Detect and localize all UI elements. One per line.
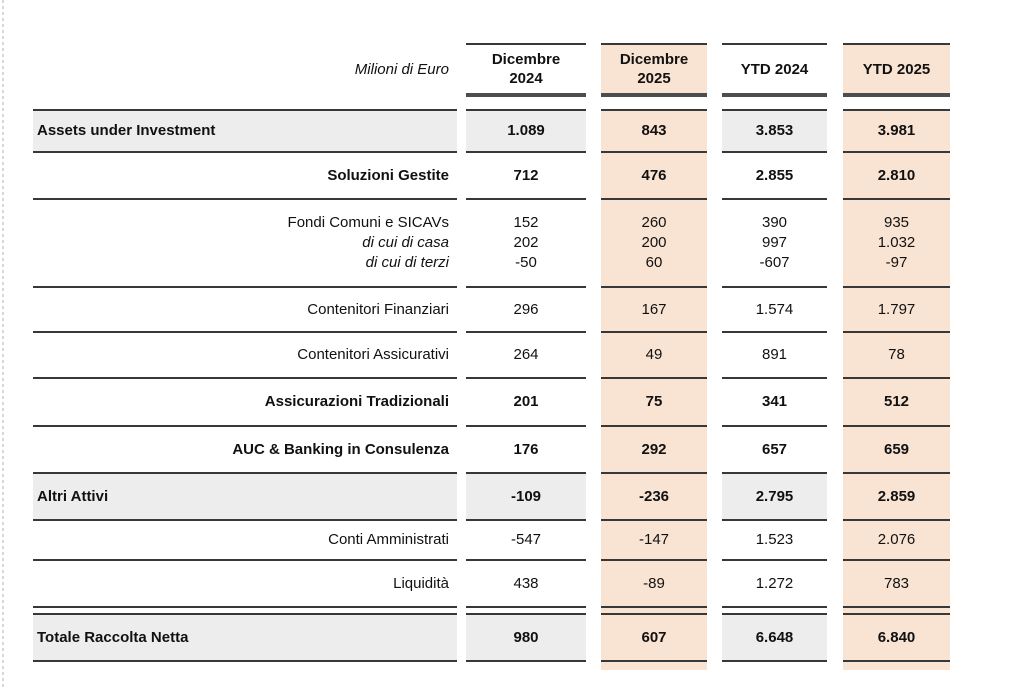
cell-ytd-2024: 2.795 xyxy=(722,474,827,521)
cell-dicembre-2025: -147 xyxy=(601,521,707,561)
cell-ytd-2025: 2.810 xyxy=(843,153,950,200)
cell-ytd-2024: 6.648 xyxy=(722,615,827,662)
cell-dicembre-2024: 1.089 xyxy=(466,109,586,153)
cell-label: Fondi Comuni e SICAVs di cui di casa di cui di terzi xyxy=(33,200,457,288)
cell-label xyxy=(33,608,457,615)
cell-ytd-2025: 78 xyxy=(843,333,950,379)
row-contenitori-assicurativi xyxy=(33,333,950,379)
cell-dicembre-2024: -109 xyxy=(466,474,586,521)
cell-label: Contenitori Assicurativi xyxy=(33,333,457,379)
cell-ytd-2024 xyxy=(722,662,827,670)
cell-dicembre-2024: 176 xyxy=(466,427,586,474)
cell-ytd-2024 xyxy=(722,608,827,615)
cell-ytd-2024: 341 xyxy=(722,379,827,427)
cell-ytd-2025: 6.840 xyxy=(843,615,950,662)
cell-ytd-2025: 783 xyxy=(843,561,950,608)
row-assicurazioni-tradizionali xyxy=(33,379,950,427)
cell-dicembre-2025: 476 xyxy=(601,153,707,200)
cell-dicembre-2024: 296 xyxy=(466,288,586,333)
row-altri-attivi xyxy=(33,474,950,521)
row-assets-under-investment xyxy=(33,109,950,153)
cell-dicembre-2024 xyxy=(466,608,586,615)
table-header-row xyxy=(33,43,950,97)
table-footer-strip xyxy=(33,662,950,670)
cell-ytd-2024: 657 xyxy=(722,427,827,474)
cell-label: Altri Attivi xyxy=(33,474,457,521)
cell-label: Contenitori Finanziari xyxy=(33,288,457,333)
row-soluzioni-gestite xyxy=(33,153,950,200)
cell-dicembre-2025: 260 200 60 xyxy=(601,200,707,288)
header-gap xyxy=(33,97,950,109)
cell-label: Assicurazioni Tradizionali xyxy=(33,379,457,427)
cell-dicembre-2024: 201 xyxy=(466,379,586,427)
row-conti-amministrati xyxy=(33,521,950,561)
cell-ytd-2025: 512 xyxy=(843,379,950,427)
total-separator-rule xyxy=(33,608,950,615)
column-header-dicembre-2025: Dicembre 2025 xyxy=(601,43,707,97)
cell-ytd-2025 xyxy=(843,662,950,670)
cell-ytd-2024: 390 997 -607 xyxy=(722,200,827,288)
cell-label: AUC & Banking in Consulenza xyxy=(33,427,457,474)
cell-ytd-2024: 1.574 xyxy=(722,288,827,333)
cell-dicembre-2025: -89 xyxy=(601,561,707,608)
cell-dicembre-2025: 75 xyxy=(601,379,707,427)
cell-ytd-2025: 2.859 xyxy=(843,474,950,521)
cell-ytd-2025: 1.797 xyxy=(843,288,950,333)
cell-ytd-2025: 3.981 xyxy=(843,109,950,153)
cell-ytd-2025: 935 1.032 -97 xyxy=(843,200,950,288)
cell-dicembre-2024: 712 xyxy=(466,153,586,200)
cell-label xyxy=(33,662,457,670)
cell-ytd-2024: 1.523 xyxy=(722,521,827,561)
cell-ytd-2025: 659 xyxy=(843,427,950,474)
unit-label: Milioni di Euro xyxy=(354,61,449,78)
cell-label: Assets under Investment xyxy=(33,109,457,153)
column-header-ytd-2024: YTD 2024 xyxy=(722,43,827,97)
cell-dicembre-2025 xyxy=(601,608,707,615)
cell-ytd-2025: 2.076 xyxy=(843,521,950,561)
row-liquidita xyxy=(33,561,950,608)
row-contenitori-finanziari xyxy=(33,288,950,333)
cell-dicembre-2025: 607 xyxy=(601,615,707,662)
cell-dicembre-2024: 264 xyxy=(466,333,586,379)
cell-ytd-2024: 2.855 xyxy=(722,153,827,200)
page-edge-line xyxy=(2,0,4,688)
cell-dicembre-2024: 152 202 -50 xyxy=(466,200,586,288)
column-header-ytd-2025: YTD 2025 xyxy=(843,43,950,97)
cell-dicembre-2024: 438 xyxy=(466,561,586,608)
table-body xyxy=(33,109,950,670)
cell-ytd-2024: 1.272 xyxy=(722,561,827,608)
net-inflows-table xyxy=(33,43,950,670)
cell-dicembre-2024: -547 xyxy=(466,521,586,561)
unit-label-cell xyxy=(33,43,457,97)
cell-dicembre-2025: 843 xyxy=(601,109,707,153)
column-header-dicembre-2024: Dicembre 2024 xyxy=(466,43,586,97)
cell-ytd-2024: 3.853 xyxy=(722,109,827,153)
cell-ytd-2025 xyxy=(843,608,950,615)
cell-dicembre-2025: 167 xyxy=(601,288,707,333)
row-fondi-comuni-e-sicavs xyxy=(33,200,950,288)
cell-dicembre-2024 xyxy=(466,662,586,670)
cell-label: Liquidità xyxy=(33,561,457,608)
cell-dicembre-2025: -236 xyxy=(601,474,707,521)
cell-dicembre-2024: 980 xyxy=(466,615,586,662)
cell-dicembre-2025 xyxy=(601,662,707,670)
row-auc-banking-in-consulenza xyxy=(33,427,950,474)
cell-ytd-2024: 891 xyxy=(722,333,827,379)
cell-dicembre-2025: 292 xyxy=(601,427,707,474)
cell-dicembre-2025: 49 xyxy=(601,333,707,379)
cell-label: Totale Raccolta Netta xyxy=(33,615,457,662)
cell-label: Conti Amministrati xyxy=(33,521,457,561)
cell-label: Soluzioni Gestite xyxy=(33,153,457,200)
row-totale-raccolta-netta xyxy=(33,615,950,662)
